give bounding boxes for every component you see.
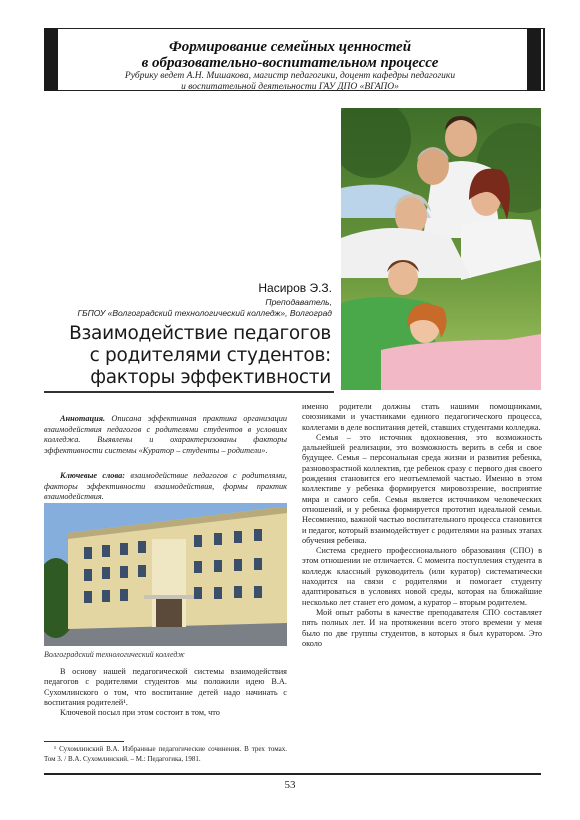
footer-rule [44,773,541,775]
keywords-text: взаимодействие педагогов с родителями, факторы эффективности взаимодействия, формы практик взаимодействия. [44,471,287,502]
author-block [258,281,332,295]
body-paragraph: В основу нашей педагогической системы взаимодействия педагогов с родителями студентов мы положили идею В.А. Сухомлинского о том, что воспитание детей надо начинать с воспитания родителей¹. [44,667,287,707]
body-paragraph: именно родители должны стать нашими помощниками, союзниками и участниками единого педагогического процесса, коллегами в деле воспитания детей, ставших студентами колледжа. [302,402,542,432]
article-title-line-2: с родителями студентов: [89,345,331,366]
article-title-line-3: факторы эффективности [90,367,331,388]
body-paragraph: Семья – это источник вдохновения, это возможность дальнейшей реализации, это возможность верить в себя и свое будущее. Семья – персональная среда жизни и развития ребенка, разновозрастной коллектив, где ребенок сразу с первого дня своего рождения становится его неотъемлемой частью. Именно в этом коллективе у ребенка формируется мировоззрение, восприятие мира и самого себя. Семья является источником человеческих отношений, и у ребенка формируется прототип идеальной семьи. Несомненно, важной частью воспитательного процесса становится и педагог, который взаимодействует с родителями на разных этапах обучения ребенка. [302,432,542,545]
annotation-label: Аннотация. [60,414,106,424]
keywords-label: Ключевые слова: [60,471,126,481]
body-paragraph: Ключевой посыл при этом состоит в том, что [60,708,220,718]
rubric-lead-cont: и воспитательной деятельности ГАУ ДПО «ВГАПО» [181,82,399,92]
photo-caption: Волгоградский технологический колледж [44,650,185,659]
annotation-text: Описана эффективная практика организации взаимодействия педагогов с родителями студентов в условиях колледжа. Выявлены и охарактеризованы факторы эффективности системы «Куратор – студенты – родители». [44,414,288,455]
article-title-line-1: Взаимодействие педагогов [69,323,331,344]
footnote-rule [44,741,124,742]
annotation [44,414,287,456]
rubric-title: Формирование семейных ценностей [168,39,412,55]
author-name: Насиров Э.З. [258,281,332,295]
rubric-title-cont: в образовательно-воспитательном процессе [141,55,439,71]
author-organization: ГБПОУ «Волгоградский технологический колледж», Волгоград [77,308,332,318]
keywords [44,471,287,502]
author-affiliation [77,297,332,319]
footnote: ¹ Сухомлинский В.А. Избранные педагогические сочинения. В трех томах. Том 3. / В.А. Сухомлинский. – М.: Педагогика, 1981. [44,745,287,763]
rubric-lead: Рубрику ведет А.Н. Мишакова, магистр педагогики, доцент кафедры педагогики [124,71,456,81]
body-paragraph: Система среднего профессионального образования (СПО) в этом отношении не отличается. С момента поступления студента в колледж классный руководитель (или куратор) систематически находится на связи с родителями и помогает студенту адаптироваться в условиях новой среды, которая на ближайшие несколько лет станет его домом, а куратор – вторым родителем. [302,546,542,607]
page-number: 53 [284,779,296,791]
body-paragraph: Мой опыт работы в качестве преподавателя СПО составляет пять полных лет. И на протяжении всего этого времени у меня было по две группы студентов, в которых я был куратором. Это около [302,607,542,648]
author-position: Преподаватель, [265,297,332,307]
body-text-right [302,402,542,649]
college-photo [44,503,287,646]
body-text-left [44,667,287,718]
title-underline [44,391,334,393]
family-photo [341,108,541,390]
